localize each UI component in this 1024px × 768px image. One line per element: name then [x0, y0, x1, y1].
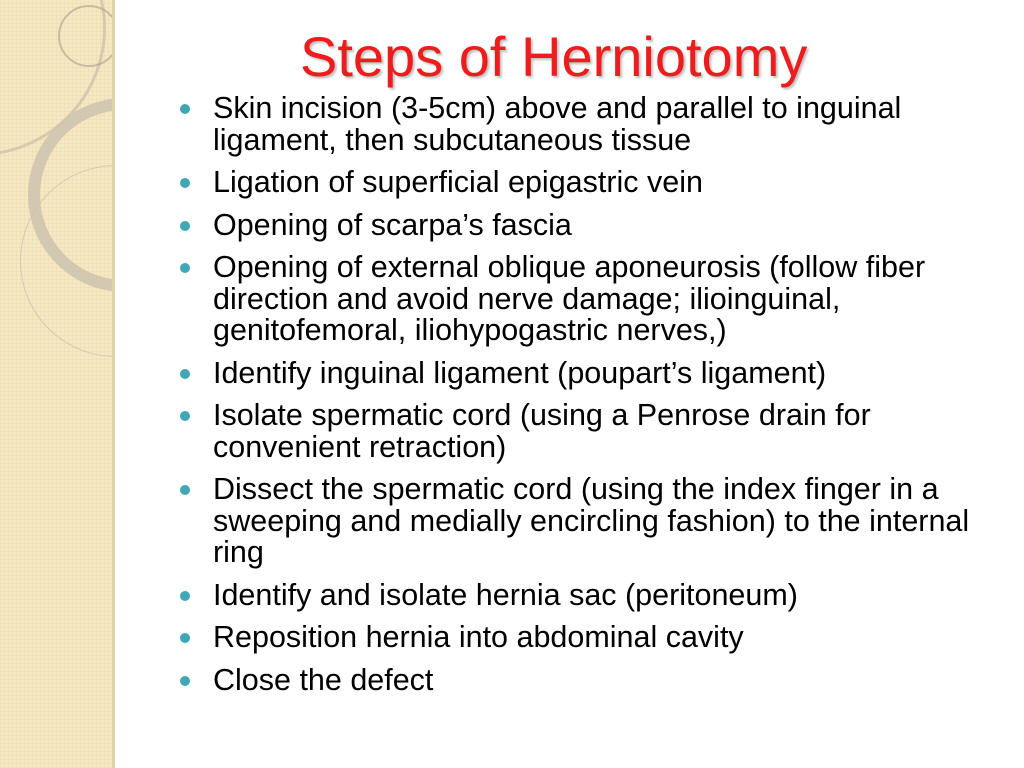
circle-bullet-icon — [180, 104, 190, 114]
list-item — [178, 167, 998, 199]
list-item — [178, 207, 998, 242]
circle-bullet-icon — [180, 263, 190, 273]
list-item-text: Isolate spermatic cord (using a Penrose drain for convenient retraction) — [213, 398, 871, 464]
slide-title: Steps of Herniotomy — [300, 25, 808, 88]
circle-bullet-icon — [180, 369, 190, 379]
decorative-ring-icon — [58, 5, 112, 67]
decorative-side-panel — [0, 0, 112, 768]
list-item — [178, 400, 998, 463]
list-item-text: Ligation of superficial epigastric vein — [213, 165, 703, 199]
side-panel-divider — [112, 0, 115, 768]
list-item — [178, 355, 998, 390]
list-item-text: Identify inguinal ligament (poupart’s ligament) — [213, 355, 827, 390]
circle-bullet-icon — [180, 411, 190, 421]
list-item — [178, 622, 998, 654]
list-item — [178, 252, 998, 347]
list-item-text: Opening of external oblique aponeurosis (follow fiber direction and avoid nerve damage; ilioinguinal, genitofemoral, iliohypogastric nerves,) — [213, 250, 926, 347]
steps-list — [178, 93, 998, 696]
list-item — [178, 474, 998, 569]
list-item — [178, 93, 998, 156]
list-item-text: Opening of scarpa’s fascia — [213, 207, 572, 242]
list-item-text: Skin incision (3-5cm) above and parallel to inguinal ligament, then subcutaneous tissue — [213, 91, 902, 157]
circle-bullet-icon — [180, 485, 190, 495]
list-item — [178, 662, 998, 697]
list-item-text: Reposition hernia into abdominal cavity — [213, 620, 744, 654]
circle-bullet-icon — [180, 676, 190, 686]
list-item-text: Identify and isolate hernia sac (peritoneum) — [213, 577, 798, 612]
circle-bullet-icon — [180, 178, 190, 188]
list-item-text: Close the defect — [213, 662, 434, 697]
list-item — [178, 577, 998, 612]
list-item-text: Dissect the spermatic cord (using the index finger in a sweeping and medially encircling fashion) to the internal ring — [213, 472, 970, 569]
circle-bullet-icon — [180, 633, 190, 643]
circle-bullet-icon — [180, 591, 190, 601]
circle-bullet-icon — [180, 221, 190, 231]
